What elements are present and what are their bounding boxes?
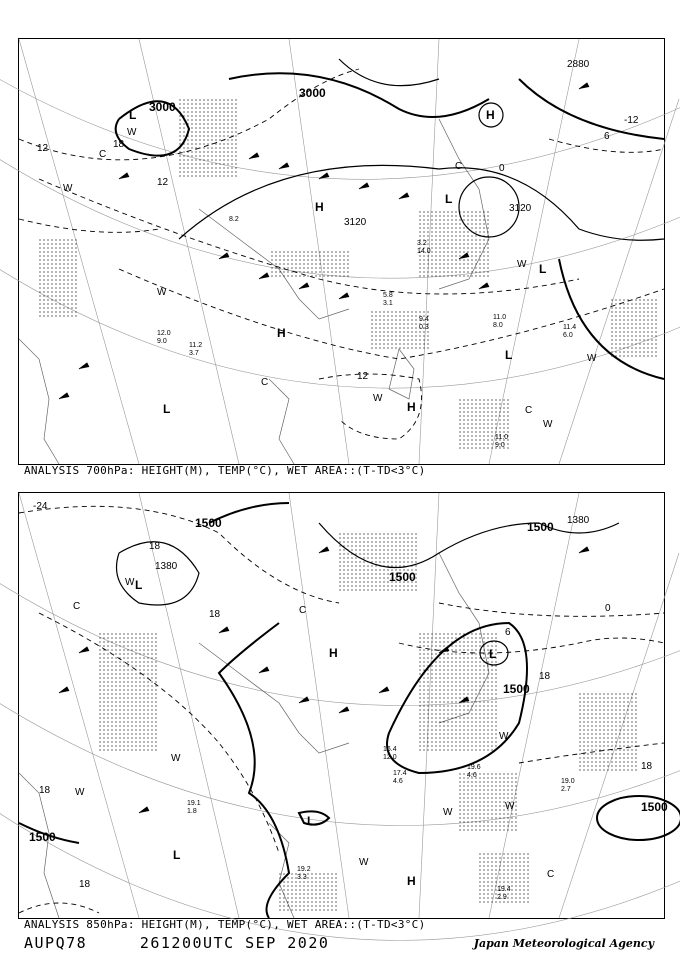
height-label: 1500 xyxy=(195,516,222,530)
station-value: 17.4 xyxy=(393,770,407,777)
station-value: 3.1 xyxy=(383,300,393,307)
temp-label: 6 xyxy=(505,627,511,638)
temp-label: 6 xyxy=(604,131,610,142)
low-center: L xyxy=(505,348,513,362)
station-value: 0.3 xyxy=(419,324,429,331)
high-center: H xyxy=(315,200,324,214)
temp-label: 18 xyxy=(79,879,91,890)
station-value: 19.2 xyxy=(297,866,311,873)
temp-label: 18 xyxy=(39,785,51,796)
temp-label: 18 xyxy=(149,541,161,552)
high-center: H xyxy=(277,326,286,340)
low-center: L xyxy=(539,262,547,276)
agency-name: Japan Meteorological Agency xyxy=(473,937,654,950)
station-value: 3.3 xyxy=(297,874,307,881)
cold-label: C xyxy=(455,161,463,172)
temp-label: 18 xyxy=(539,671,551,682)
wet-area-stipple xyxy=(39,99,659,449)
height-label: 1500 xyxy=(29,830,56,844)
low-center: L xyxy=(129,108,137,122)
warm-label: W xyxy=(543,419,553,430)
map-850hpa-svg xyxy=(19,493,668,918)
station-value: 9.0 xyxy=(157,338,167,345)
high-center: H xyxy=(486,108,495,122)
warm-label: W xyxy=(157,287,167,298)
low-center: L xyxy=(445,192,453,206)
map-700hpa-svg xyxy=(19,39,664,464)
low-center: L xyxy=(163,402,171,416)
station-value: 8.2 xyxy=(229,216,239,223)
warm-label: W xyxy=(171,753,181,764)
station-value: 12.0 xyxy=(157,330,171,337)
height-label: 1380 xyxy=(155,561,178,572)
station-value: 19.0 xyxy=(561,778,575,785)
station-value: 9.4 xyxy=(419,316,429,323)
height-label: 3120 xyxy=(509,203,532,214)
temp-labels xyxy=(37,115,639,382)
chart-identifier: AUPQ78 261200UTC SEP 2020 xyxy=(24,934,330,952)
station-value: 2.7 xyxy=(561,786,571,793)
temp-label: 18 xyxy=(209,609,221,620)
height-label: 3120 xyxy=(344,217,367,228)
warm-label: W xyxy=(63,183,73,194)
station-value: 4.6 xyxy=(467,772,477,779)
warm-label: W xyxy=(505,801,515,812)
station-value: 11.2 xyxy=(189,342,203,349)
low-center: L xyxy=(173,848,181,862)
temp-label: 18 xyxy=(641,761,653,772)
station-value: 9.0 xyxy=(495,442,505,449)
station-value: 6.0 xyxy=(563,332,573,339)
warm-label: W xyxy=(125,577,135,588)
height-label: 1500 xyxy=(527,520,554,534)
station-value: 11.4 xyxy=(563,324,577,331)
map-panel-850hpa xyxy=(18,492,668,919)
temp-label: 12 xyxy=(157,177,169,188)
warm-label: W xyxy=(587,353,597,364)
coastlines xyxy=(19,119,489,464)
temp-label: -24 xyxy=(33,501,48,512)
station-value: 5.8 xyxy=(383,292,393,299)
high-center: H xyxy=(329,646,338,660)
station-value: 19.6 xyxy=(467,764,481,771)
cold-label: C xyxy=(547,869,555,880)
temp-label: -12 xyxy=(624,115,639,126)
station-value: 16.4 xyxy=(383,746,397,753)
temp-label: 0 xyxy=(605,603,611,614)
warm-label: W xyxy=(127,127,137,138)
station-value: 1.8 xyxy=(187,808,197,815)
station-value: 14.0 xyxy=(417,248,431,255)
high-center: H xyxy=(407,400,416,414)
station-value: 3.2 xyxy=(417,240,427,247)
caption-700hpa: ANALYSIS 700hPa: HEIGHT(M), TEMP(°C), WET AREA::(T-TD<3°C) xyxy=(24,464,426,477)
cold-label: C xyxy=(99,149,107,160)
station-value: 3.7 xyxy=(189,350,199,357)
caption-850hpa: ANALYSIS 850hPa: HEIGHT(M), TEMP(°C), WET AREA::(T-TD<3°C) xyxy=(24,918,426,931)
temp-label: 18 xyxy=(113,139,125,150)
height-label: 1500 xyxy=(503,682,530,696)
station-value: 19.4 xyxy=(497,886,511,893)
warm-label: W xyxy=(443,807,453,818)
cold-label: C xyxy=(299,605,307,616)
station-value: 8.0 xyxy=(493,322,503,329)
warm-label: W xyxy=(517,259,527,270)
station-value: 12.0 xyxy=(383,754,397,761)
station-value: 11.0 xyxy=(495,434,509,441)
warm-label: W xyxy=(499,731,509,742)
low-center: L xyxy=(489,647,497,661)
warm-label: W xyxy=(359,857,369,868)
warm-label: W xyxy=(373,393,383,404)
coastlines xyxy=(19,553,489,918)
temp-label: 12 xyxy=(37,143,49,154)
height-label: 3000 xyxy=(149,100,176,114)
height-label: 1500 xyxy=(641,800,668,814)
warm-label: W xyxy=(75,787,85,798)
height-label: 3000 xyxy=(299,86,326,100)
height-label: 2880 xyxy=(567,59,590,70)
map-panel-700hpa xyxy=(18,38,665,465)
temp-label: 12 xyxy=(357,371,369,382)
low-center: L xyxy=(307,814,315,828)
cold-label: C xyxy=(525,405,533,416)
station-value: 19.1 xyxy=(187,800,201,807)
low-center: L xyxy=(135,578,143,592)
temp-label: 0 xyxy=(499,163,505,174)
cold-label: C xyxy=(261,377,269,388)
height-label: 1380 xyxy=(567,515,590,526)
station-value: 11.0 xyxy=(493,314,507,321)
station-values xyxy=(157,216,576,449)
high-center: H xyxy=(407,874,416,888)
cold-label: C xyxy=(73,601,81,612)
station-value: 4.6 xyxy=(393,778,403,785)
height-label: 1500 xyxy=(389,570,416,584)
station-value: 2.9 xyxy=(497,894,507,901)
